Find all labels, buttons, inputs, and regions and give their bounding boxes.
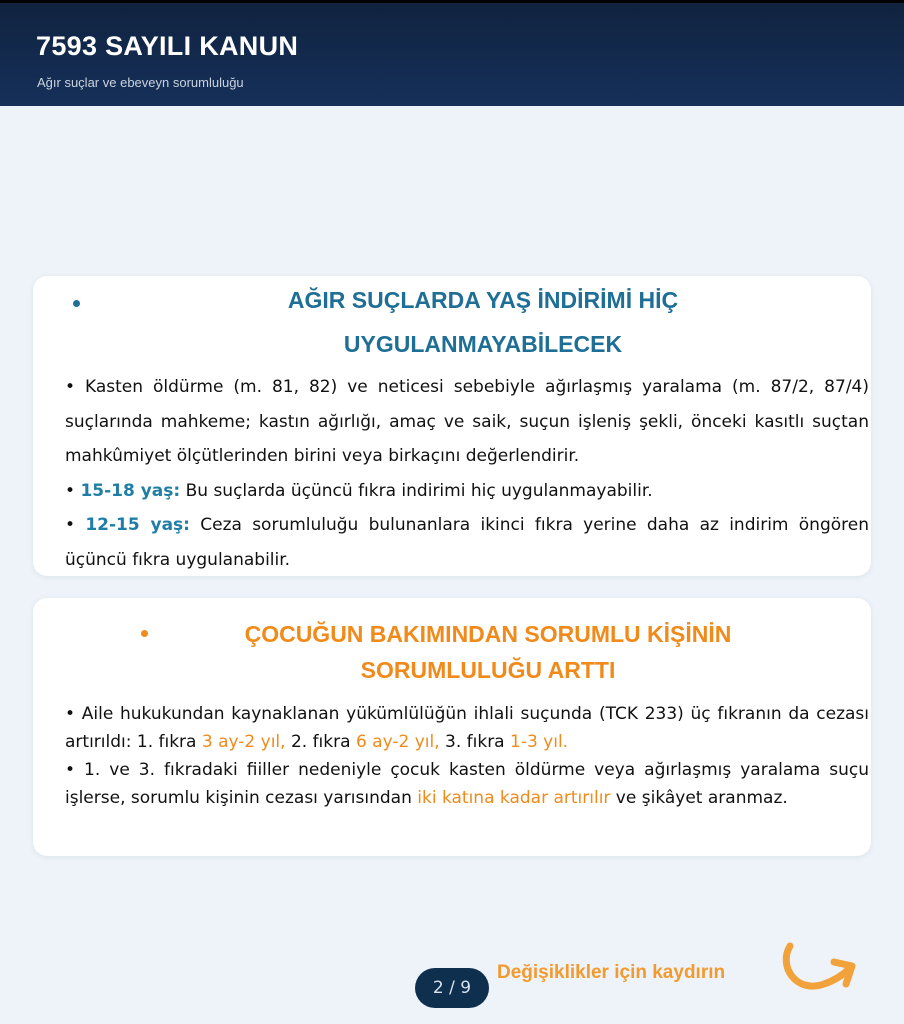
heading-bullet-icon	[73, 300, 80, 307]
heading-line-2: SORUMLULUĞU ARTTI	[360, 657, 616, 683]
page-title: 7593 SAYILI KANUN	[36, 31, 299, 61]
text: 2. fıkra	[285, 732, 356, 752]
age-text-15-18: Bu suçlarda üçüncü fıkra indirimi hiç uygulanmayabilir.	[180, 480, 653, 501]
paragraph-crimes: • Kasten öldürme (m. 81, 82) ve neticesi sebebiyle ağırlaşmış yaralama (m. 87/2, 87/4) suçlarında mahkeme; kastın ağırlığı, amaç ve saik, suçun işleniş şekli, önceki kasıtlı suçtan mahkûmiyet ölçütlerinden birini veya birkaçını değerlendirir.	[65, 377, 869, 466]
paragraph-penalties	[65, 700, 869, 756]
bullet: •	[65, 480, 81, 501]
increase-highlight: iki katına kadar artırılır	[417, 788, 611, 808]
penalty-third: 1-3 yıl.	[510, 732, 569, 752]
card-caregiver-responsibility	[33, 598, 871, 856]
page-subtitle: Ağır suçlar ve ebeveyn sorumluluğu	[37, 75, 244, 90]
page-indicator: 2 / 9	[415, 968, 489, 1008]
heading-line-1: AĞIR SUÇLARDA YAŞ İNDİRİMİ HİÇ	[287, 287, 679, 313]
penalty-second: 6 ay-2 yıl,	[355, 732, 440, 752]
header-banner	[0, 0, 904, 106]
curved-arrow-right-icon[interactable]	[776, 936, 862, 1002]
paragraph-age-15-18	[65, 474, 869, 509]
heading-line-1: ÇOCUĞUN BAKIMINDAN SORUMLU KİŞİNİN	[244, 621, 732, 647]
heading-line-2: UYGULANMAYABİLECEK	[343, 331, 623, 357]
card-body	[65, 370, 869, 577]
text: • Aile hukukundan kaynaklanan yükümlülüğün ihlali suçunda (TCK 233) üç fıkranın da cezası artırıldı: 1. fıkra	[65, 704, 869, 752]
text: 3. fıkra	[439, 732, 510, 752]
paragraph-aggravation	[65, 756, 869, 812]
age-text-12-15: Ceza sorumluluğu bulunanlara ikinci fıkra yerine daha az indirim öngören üçüncü fıkra uygulanabilir.	[65, 515, 869, 570]
heading-bullet-icon	[141, 630, 148, 637]
paragraph-age-12-15	[65, 508, 869, 577]
age-label-12-15: 12-15 yaş:	[85, 515, 190, 535]
card-body	[65, 700, 869, 812]
text: • 1. ve 3. fıkradaki fiiller nedeniyle çocuk kasten öldürme veya ağırlaşmış yaralama suçu işlerse, sorumlu kişinin cezası yarısından	[65, 760, 869, 808]
card-heading	[173, 616, 803, 688]
text: ve şikâyet aranmaz.	[610, 788, 788, 808]
card-heading	[183, 278, 783, 366]
scroll-hint-text: Değişiklikler için kaydırın	[497, 962, 726, 983]
bullet: •	[65, 515, 86, 535]
penalty-first: 3 ay-2 yıl,	[201, 732, 286, 752]
card-age-reduction	[33, 276, 871, 576]
age-label-15-18: 15-18 yaş:	[80, 480, 181, 501]
